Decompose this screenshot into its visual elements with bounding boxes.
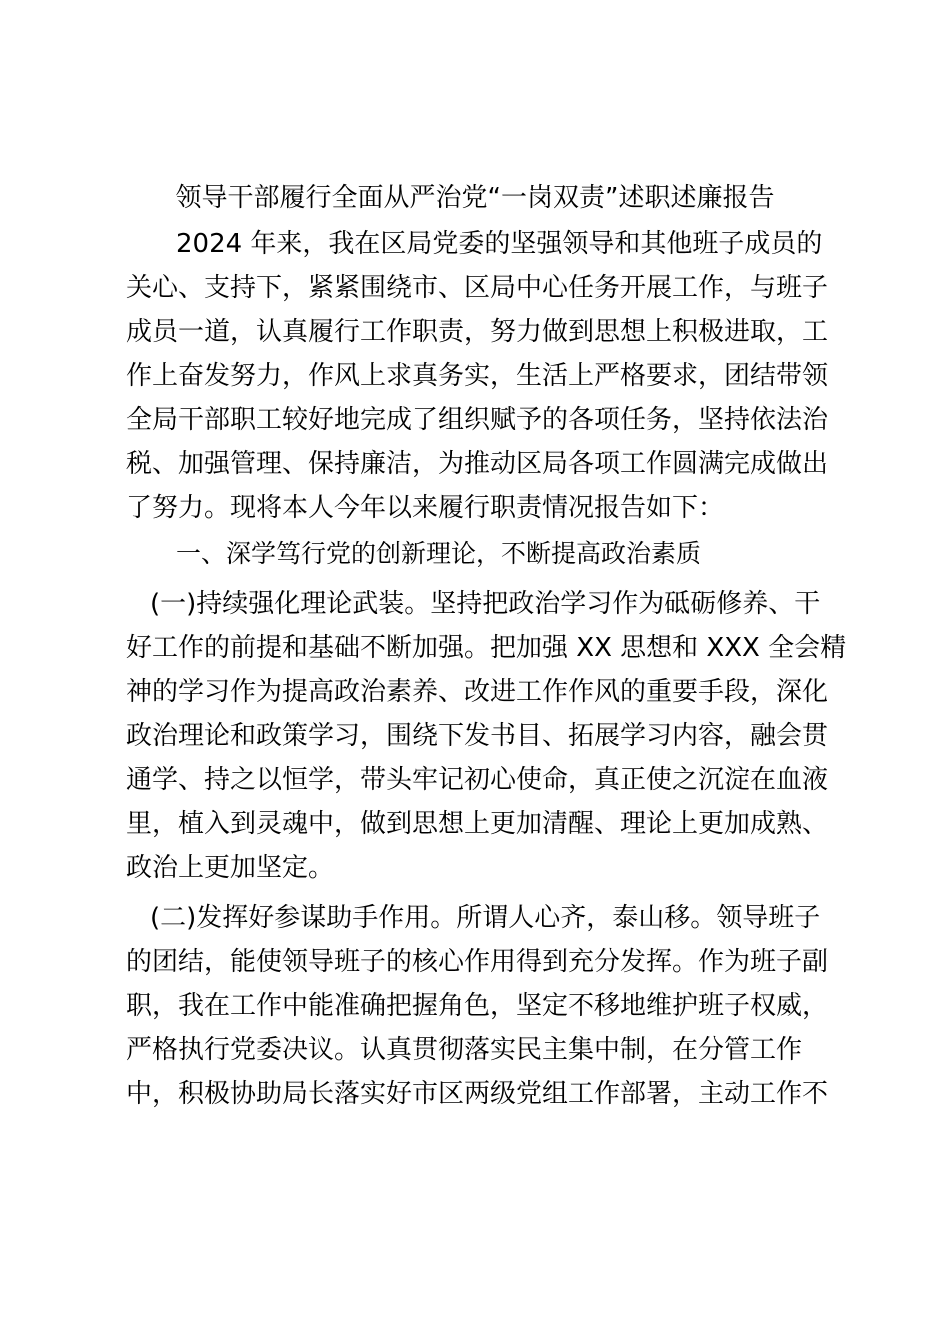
subsection-line: (一)持续强化理论武装。坚持把政治学习作为砥砺修养、干	[150, 589, 821, 619]
body-line: 严格执行党委决议。认真贯彻落实民主集中制，在分管工作	[126, 1035, 803, 1065]
body-line: 的团结，能使领导班子的核心作用得到充分发挥。作为班子副	[126, 947, 829, 977]
body-line: 成员一道，认真履行工作职责，努力做到思想上积极进取，工	[126, 317, 829, 347]
body-line: 好工作的前提和基础不断加强。把加强 XX 思想和 XXX 全会精	[126, 633, 847, 663]
document-title: 领导干部履行全面从严治党“一岗双责”述职述廉报告	[175, 183, 775, 213]
body-line: 神的学习作为提高政治素养、改进工作作风的重要手段，深化	[126, 677, 829, 707]
subsection-line: (二)发挥好参谋助手作用。所谓人心齐，泰山移。领导班子	[150, 903, 821, 933]
body-line: 中，积极协助局长落实好市区两级党组工作部署，主动工作不	[126, 1079, 829, 1109]
section-heading: 一、深学笃行党的创新理论，不断提高政治素质	[176, 539, 702, 568]
body-line: 2024 年来，我在区局党委的坚强领导和其他班子成员的	[176, 229, 823, 259]
body-line: 职，我在工作中能准确把握角色，坚定不移地维护班子权威，	[126, 991, 829, 1021]
body-line: 关心、支持下，紧紧围绕市、区局中心任务开展工作，与班子	[126, 273, 829, 303]
body-line: 里，植入到灵魂中，做到思想上更加清醒、理论上更加成熟、	[126, 809, 829, 839]
body-line: 通学、持之以恒学，带头牢记初心使命，真正使之沉淀在血液	[126, 765, 829, 795]
body-line: 全局干部职工较好地完成了组织赋予的各项任务，坚持依法治	[126, 405, 829, 435]
body-line: 政治理论和政策学习，围绕下发书目、拓展学习内容，融会贯	[126, 721, 829, 751]
body-line: 作上奋发努力，作风上求真务实，生活上严格要求，团结带领	[126, 361, 829, 391]
body-line: 政治上更加坚定。	[126, 853, 335, 883]
body-line: 税、加强管理、保持廉洁，为推动区局各项工作圆满完成做出	[126, 449, 829, 479]
body-line: 了努力。现将本人今年以来履行职责情况报告如下：	[126, 493, 725, 523]
